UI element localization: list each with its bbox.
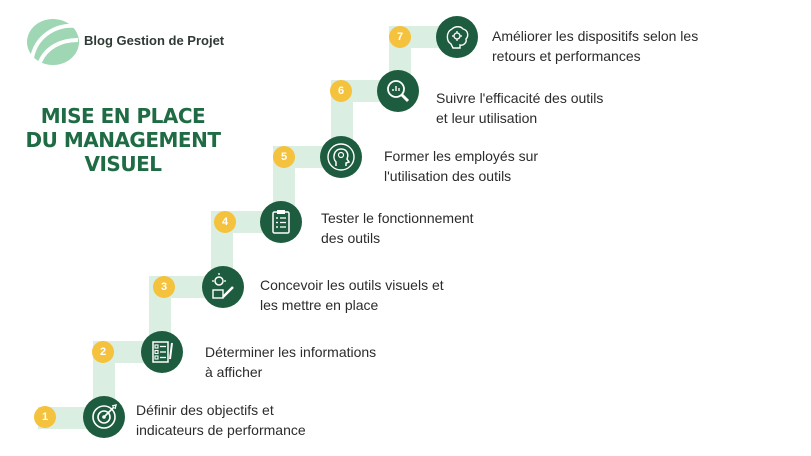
brand-name: Blog Gestion de Projet — [84, 33, 225, 48]
step-number-4: 4 — [214, 211, 236, 233]
step-label-5-line-1: Former les employés sur — [384, 148, 539, 164]
magnifier-chart-icon — [377, 70, 419, 112]
step-label-3-line-2: les mettre en place — [260, 297, 379, 313]
checklist-pencil-icon — [141, 331, 183, 373]
title-line-2: DU MANAGEMENT — [25, 128, 221, 152]
step-label-3-line-1: Concevoir les outils visuels et — [260, 277, 444, 293]
step-label-1-line-1: Définir des objectifs et — [136, 402, 274, 418]
step-label-6-line-1: Suivre l'efficacité des outils — [436, 90, 604, 106]
title-line-1: MISE EN PLACE — [40, 104, 206, 128]
step-number-3: 3 — [153, 276, 175, 298]
head-profile-icon — [320, 136, 362, 178]
step-label-2-line-2: à afficher — [205, 364, 263, 380]
step-label-4 — [321, 208, 474, 248]
step-label-3 — [260, 275, 444, 315]
step-label-6 — [436, 88, 603, 128]
target-icon — [83, 396, 125, 438]
step-number-7: 7 — [389, 26, 411, 48]
step-label-1-line-2: indicateurs de performance — [136, 422, 306, 438]
step-number-2: 2 — [92, 341, 114, 363]
brain-gear-icon — [436, 16, 478, 58]
step-label-2-line-1: Déterminer les informations — [205, 344, 377, 360]
step-label-4-line-1: Tester le fonctionnement — [321, 210, 474, 226]
step-label-6-line-2: et leur utilisation — [436, 110, 538, 126]
step-number-5: 5 — [273, 146, 295, 168]
step-label-2 — [205, 342, 376, 382]
step-label-4-line-2: des outils — [321, 230, 381, 246]
step-label-7 — [492, 26, 698, 66]
step-number-1: 1 — [34, 406, 56, 428]
step-label-5-line-2: l'utilisation des outils — [384, 168, 512, 184]
step-label-7-line-1: Améliorer les dispositifs selon les — [492, 28, 699, 44]
step-label-1 — [136, 400, 306, 440]
idea-pencil-icon — [202, 266, 244, 308]
step-label-7-line-2: retours et performances — [492, 48, 641, 64]
step-number-6: 6 — [330, 80, 352, 102]
title-line-3: VISUEL — [84, 152, 162, 176]
clipboard-checklist-icon — [260, 201, 302, 243]
step-label-5 — [384, 146, 538, 186]
